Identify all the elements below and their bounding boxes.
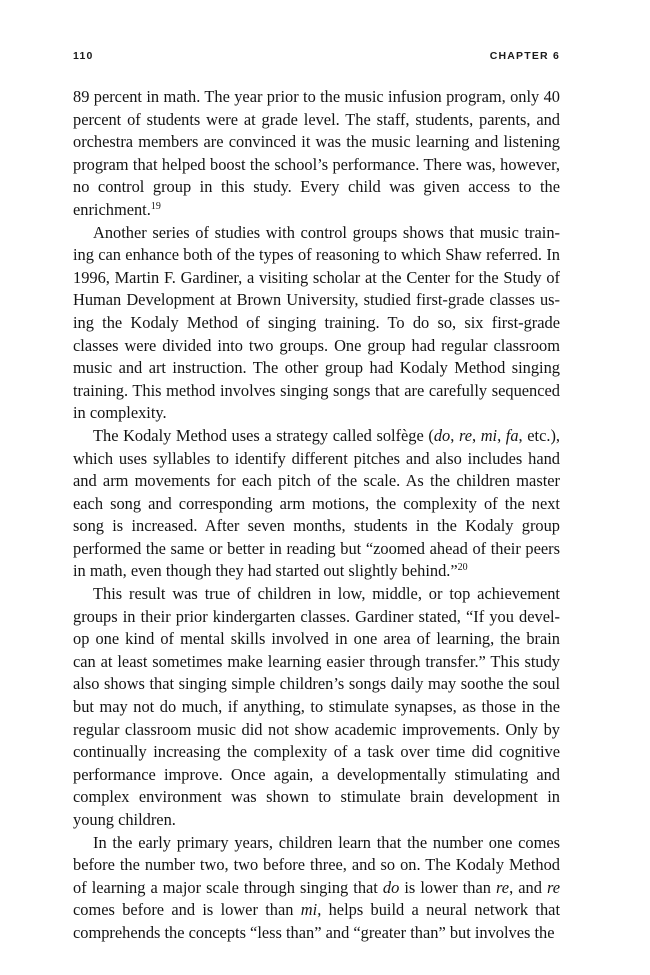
text-run: This result was true of children in low, middle, or top achievement groups in their prior kindergarten classes. Gardiner stated, “If you develop one kind of mental skills involved in one area of learning, the brain can at least sometimes make learning easier through transfer.” This study also shows that singing simple children’s songs daily may soothe the soul but may not do much, if anything, to stimulate synapses, as those in the regular classroom music did not show academic improvements. Only by continually increasing the complexity of a task over time did cognitive performance improve. Once again, a developmentally stimulating and complex environment was shown to stimulate brain development in young children. bbox=[73, 584, 560, 829]
paragraph bbox=[73, 86, 560, 222]
italic-text: re bbox=[546, 877, 560, 897]
italic-text: fa bbox=[505, 425, 519, 445]
text-run: , bbox=[497, 425, 506, 445]
text-run: is lower than bbox=[399, 877, 497, 897]
footnote-ref: 19 bbox=[150, 200, 161, 212]
italic-text: do bbox=[433, 425, 451, 445]
chapter-heading: CHAPTER 6 bbox=[489, 50, 560, 62]
paragraph bbox=[73, 832, 560, 945]
paragraph bbox=[73, 583, 560, 832]
text-run: , etc.), which uses syllables to identify different pitches and also includes hand and arm movements for each pitch of the scale. As the children master each song and corresponding arm motions, the complexity of the next song is increased. After seven months, students in the Kodaly group performed the same or better in reading but “zoomed ahead of their peers in math, even though they had started out slightly behind.” bbox=[73, 425, 561, 581]
text-run: , bbox=[450, 425, 459, 445]
italic-text: re bbox=[458, 425, 472, 445]
text-run: In the early primary years, children learn that the number one comes before the number two, two before three, and so on. The Kodaly Method of learning a major scale through singing that bbox=[73, 832, 560, 897]
text-run: , helps build a neural network that comprehends the concepts “less than” and “greater than” but involves the bbox=[73, 900, 560, 942]
paragraph bbox=[73, 425, 560, 583]
text-run: comes before and is lower than bbox=[73, 900, 301, 920]
text-run: , bbox=[471, 425, 481, 445]
text-run: 89 percent in math. The year prior to the music infusion program, only 40 percent of students were at grade level. The staff, students, parents, and orchestra members are convinced it was the music learning and listening program that helped boost the school’s performance. There was, however, no control group in this study. Every child was given access to the enrichment. bbox=[73, 87, 560, 219]
italic-text: mi bbox=[300, 900, 318, 920]
italic-text: re bbox=[496, 877, 510, 897]
running-head bbox=[73, 50, 560, 72]
text-run: Another series of studies with control groups shows that music training can enhance both of the types of reasoning to which Shaw referred. In 1996, Martin F. Gardiner, a visiting scholar at the Center for the Study of Human Development at Brown University, studied first-grade classes using the Kodaly Method of singing training. To do so, six first-grade classes were divided into two groups. One group had regular classroom music and art instruction. The other group had Kodaly Method singing training. This method involves singing songs that are carefully sequenced in complexity. bbox=[73, 222, 560, 423]
page-number: 110 bbox=[73, 50, 94, 62]
text-run: , and bbox=[509, 877, 547, 897]
body-text bbox=[73, 86, 560, 945]
italic-text: do bbox=[382, 877, 400, 897]
footnote-ref: 20 bbox=[457, 562, 468, 574]
paragraph bbox=[73, 222, 560, 425]
text-run: The Kodaly Method uses a strategy called solfège ( bbox=[93, 425, 434, 445]
italic-text: mi bbox=[480, 425, 498, 445]
book-page bbox=[73, 50, 560, 945]
